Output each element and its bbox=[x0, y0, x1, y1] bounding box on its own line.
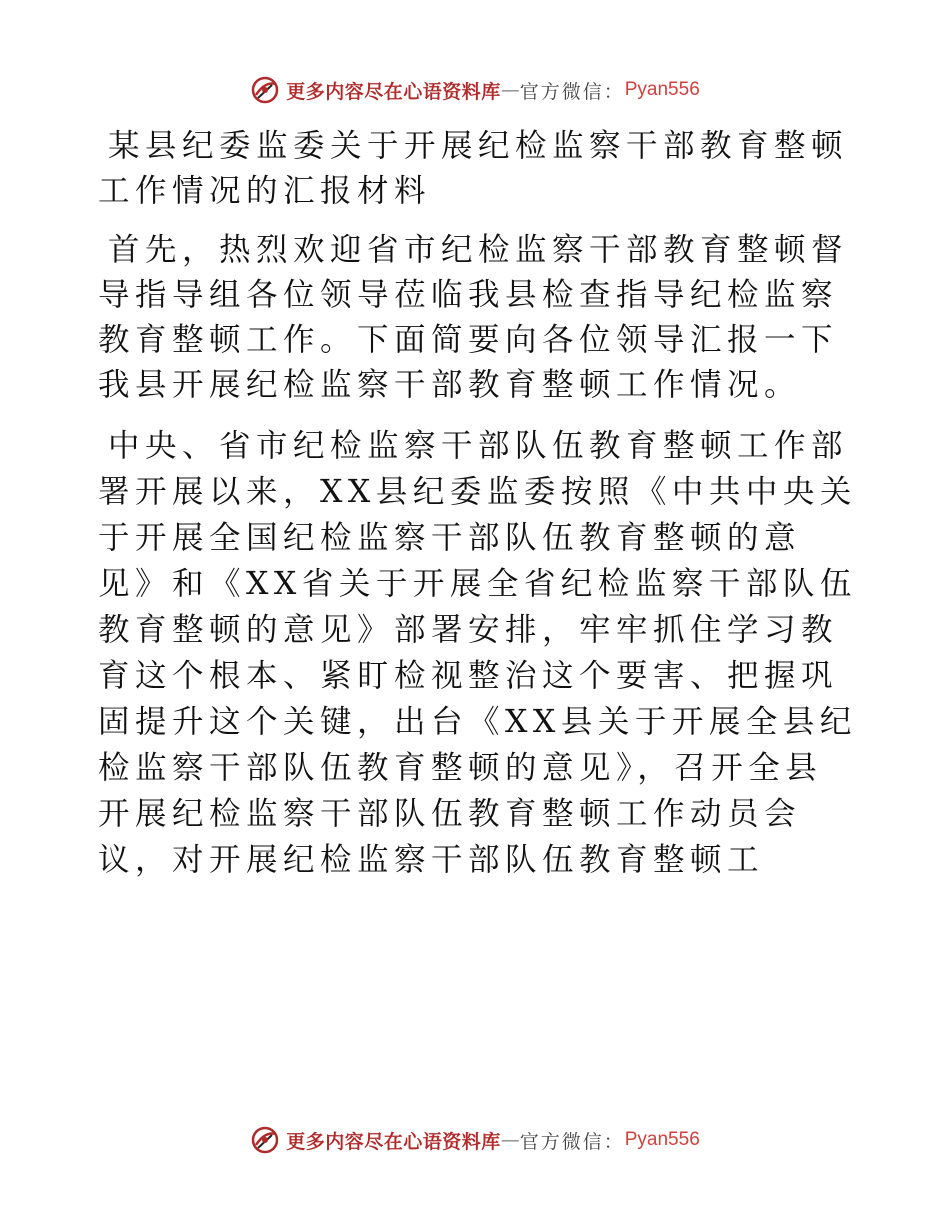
banner-dash: — bbox=[500, 79, 520, 101]
banner-brand-text: 更多内容尽在心语资料库 bbox=[286, 1130, 501, 1153]
banner-wechat-label: 官方微信： bbox=[519, 80, 625, 103]
banner-wechat-id: Pyan556 bbox=[624, 1129, 700, 1150]
banner-wechat-label: 官方微信： bbox=[519, 1130, 625, 1153]
document-body bbox=[98, 124, 858, 898]
banner-brand-text: 更多内容尽在心语资料库 bbox=[286, 80, 501, 103]
header-banner bbox=[0, 70, 950, 110]
brand-logo-icon bbox=[250, 1125, 280, 1155]
banner-wechat-id: Pyan556 bbox=[624, 79, 700, 100]
banner-dash: — bbox=[500, 1129, 520, 1151]
paragraph-1: 首先，热烈欢迎省市纪检监察干部教育整顿督导指导组各位领导莅临我县检查指导纪检监察教育整顿工作。下面简要向各位领导汇报一下我县开展纪检监察干部教育整顿工作情况。 bbox=[98, 232, 849, 403]
brand-logo-icon bbox=[250, 75, 280, 105]
document-title: 某县纪委监委关于开展纪检监察干部教育整顿工作情况的汇报材料 bbox=[98, 128, 849, 209]
footer-banner bbox=[0, 1120, 950, 1160]
paragraph-2: 中央、省市纪检监察干部队伍教育整顿工作部署开展以来，XX县纪委监委按照《中共中央关于开展全国纪检监察干部队伍教育整顿的意见》和《XX省关于开展全省纪检监察干部队伍教育整顿的意见》部署安排，牢牢抓住学习教育这个根本、紧盯检视整治这个要害、把握巩固提升这个关键，出台《XX县关于开展全县纪检监察干部队伍教育整顿的意见》，召开全县开展纪检监察干部队伍教育整顿工作动员会议，对开展纪检监察干部队伍教育整顿工 bbox=[98, 428, 857, 878]
